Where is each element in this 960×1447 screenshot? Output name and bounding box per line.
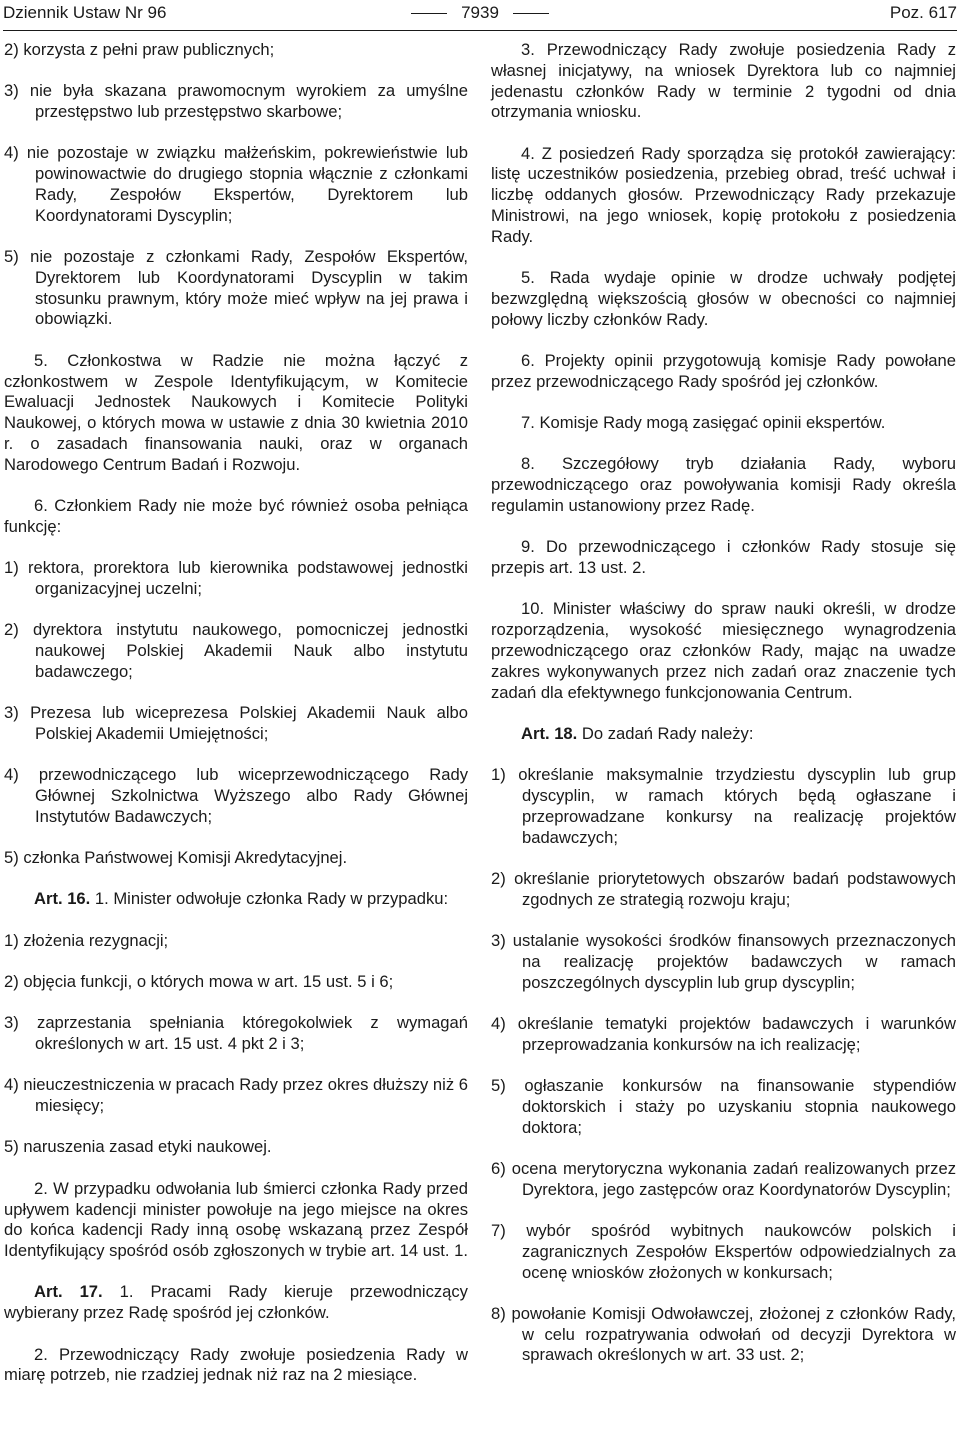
- position-number: Poz. 617: [889, 3, 957, 22]
- list-item: [4, 765, 468, 827]
- list-item: [4, 620, 468, 682]
- paragraph: [491, 144, 956, 248]
- list-item: [491, 931, 956, 993]
- list-item: [491, 869, 956, 911]
- list-item: [491, 765, 956, 848]
- list-item-text: 4) określanie tematyki projektów badawczych i warunków przeprowadzania konkursów na ich realizację;: [491, 1013, 956, 1054]
- list-item: [4, 40, 468, 61]
- list-item: [491, 1076, 956, 1138]
- page-header: [3, 0, 957, 31]
- list-item-text: 4) przewodniczącego lub wiceprzewodniczącego Rady Głównej Szkolnictwa Wyższego albo Rady Głównej Instytutów Badawczych;: [4, 765, 468, 826]
- paragraph: [491, 268, 956, 330]
- list-item: [4, 558, 468, 600]
- list-item-text: 4) nieuczestniczenia w pracach Rady przez okres dłuższy niż 6 miesięcy;: [4, 1075, 468, 1116]
- paragraph-text: 4. Z posiedzeń Rady sporządza się protokół zawierający: listę uczestników posiedzenia, przebieg obrad, treść uchwał i liczbę oddanych głosów. Przewodniczący Rady przekazuje Ministrowi, na jego wniosek, kopię protokołu z posiedzenia Rady.: [491, 143, 956, 246]
- paragraph: [4, 351, 468, 476]
- list-item-text: 2) korzysta z pełni praw publicznych;: [4, 40, 275, 59]
- list-item-text: 4) nie pozostaje w związku małżeńskim, pokrewieństwie lub powinowactwie do drugiego stopnia włącznie z członkami Rady, Zespołów Ekspertów, Dyrektorem lub Koordynatorami Dyscyplin;: [4, 143, 468, 225]
- list-item: [491, 1221, 956, 1283]
- article-text: 1. Pracami Rady kieruje przewodniczący wybierany przez Radę spośród jej członków.: [4, 1282, 468, 1323]
- list-item: [4, 1075, 468, 1117]
- journal-title: Dziennik Ustaw Nr 96: [3, 3, 167, 22]
- list-item-text: 5) nie pozostaje z członkami Rady, Zespołów Ekspertów, Dyrektorem lub Koordynatorami Dyscyplin w takim stosunku prawnym, który może mieć wpływ na jej prawa i obowiązki.: [4, 247, 468, 329]
- list-item-text: 2) objęcia funkcji, o których mowa w art. 15 ust. 5 i 6;: [4, 972, 394, 991]
- left-column: [4, 40, 468, 1407]
- list-item: [4, 931, 468, 952]
- list-item: [491, 1159, 956, 1201]
- paragraph-text: 2. W przypadku odwołania lub śmierci członka Rady przed upływem kadencji minister powołuje na jego miejsce na okres do końca kadencji Rady inną osobę wskazaną przez Zespół Identyfikujący spośród osób zgłoszonych w trybie art. 14 ust. 1.: [4, 1178, 468, 1261]
- list-item-text: 3) zaprzestania spełniania któregokolwiek z wymagań określonych w art. 15 ust. 4 pkt 2 i 3;: [4, 1013, 468, 1054]
- list-item-text: 5) naruszenia zasad etyki naukowej.: [4, 1137, 272, 1157]
- list-item-text: 5) ogłaszanie konkursów na finansowanie stypendiów doktorskich i staży po uzyskaniu stopnia naukowego doktora;: [491, 1075, 956, 1137]
- list-item: [4, 703, 468, 745]
- article-label: Art. 16.: [34, 889, 91, 909]
- list-item: [4, 143, 468, 226]
- list-item: [4, 1013, 468, 1055]
- paragraph: [491, 599, 956, 703]
- article-text: 1. Minister odwołuje członka Rady w przypadku:: [94, 889, 449, 909]
- paragraph: [491, 351, 956, 393]
- article-label: Art. 17.: [34, 1282, 103, 1302]
- paragraph-text: 10. Minister właściwy do spraw nauki określi, w drodze rozporządzenia, wysokość miesięcznego wynagrodzenia przewodniczącego oraz członków Rady, mając na uwadze zakres wykonywanych przez nich zadań oraz znaczenie tych zadań dla efektywnego funkcjonowania Centrum.: [491, 599, 956, 702]
- list-item-text: 2) określanie priorytetowych obszarów badań podstawowych zgodnych ze strategią rozwoju kraju;: [491, 868, 956, 909]
- paragraph: [491, 537, 956, 579]
- list-item-text: 3) nie była skazana prawomocnym wyrokiem za umyślne przestępstwo lub przestępstwo skarbowe;: [4, 81, 468, 122]
- paragraph-text: 3. Przewodniczący Rady zwołuje posiedzenia Rady z własnej inicjatywy, na wniosek Dyrektora lub co najmniej jedenastu członków Rady w terminie 2 tygodni od dnia otrzymania wniosku.: [491, 40, 956, 122]
- paragraph-text: 2. Przewodniczący Rady zwołuje posiedzenia Rady w miarę potrzeb, nie rzadziej jednak niż raz na 2 miesiące.: [4, 1344, 468, 1385]
- article-paragraph: [4, 889, 468, 910]
- list-item: [491, 1014, 956, 1056]
- paragraph-text: 6. Projekty opinii przygotowują komisje Rady powołane przez przewodniczącego Rady spośród jej członków.: [491, 351, 956, 391]
- paragraph: [491, 40, 956, 123]
- paragraph: [491, 454, 956, 516]
- list-item-text: 7) wybór spośród wybitnych naukowców polskich i zagranicznych Zespołów Ekspertów odpowiedzialnych za ocenę wniosków złożonych w konkursach;: [491, 1220, 956, 1282]
- list-item: [4, 1137, 468, 1158]
- paragraph-text: 5. Członkostwa w Radzie nie można łączyć z członkostwem w Zespole Identyfikującym, w Komitecie Ewaluacji Jednostek Naukowych i Komitecie Polityki Naukowej, o których mowa w ustawie z dnia 30 kwietnia 2010 r. o zasadach finansowania nauki, oraz w organach Narodowego Centrum Badań i Rozwoju.: [4, 350, 468, 474]
- paragraph-text: 5. Rada wydaje opinie w drodze uchwały podjętej bezwzględną większością głosów w obecności co najmniej połowy liczby członków Rady.: [491, 268, 956, 329]
- list-item-text: 1) określanie maksymalnie trzydziestu dyscyplin lub grup dyscyplin, w ramach których będą ogłaszane i przeprowadzane konkursy na realizację projektów badawczych;: [491, 765, 956, 847]
- list-item: [491, 1304, 956, 1366]
- list-item: [4, 81, 468, 123]
- list-item-text: 5) członka Państwowej Komisji Akredytacyjnej.: [4, 848, 348, 868]
- list-item-text: 3) ustalanie wysokości środków finansowych przeznaczonych na realizację projektów badawczych w ramach poszczególnych dyscyplin lub grup dyscyplin;: [491, 931, 956, 992]
- list-item-text: 8) powołanie Komisji Odwoławczej, złożonej z członków Rady, w celu rozpatrywania odwołań od decyzji Dyrektora w sprawach określonych w art. 33 ust. 2;: [491, 1303, 956, 1365]
- paragraph-text: 9. Do przewodniczącego i członków Rady stosuje się przepis art. 13 ust. 2.: [491, 537, 956, 578]
- paragraph-text: 7. Komisje Rady mogą zasięgać opinii ekspertów.: [521, 413, 886, 433]
- paragraph: [4, 1179, 468, 1262]
- paragraph: [491, 413, 956, 434]
- list-item-text: 3) Prezesa lub wiceprezesa Polskiej Akademii Nauk albo Polskiej Akademii Umiejętności;: [4, 703, 468, 743]
- paragraph-text: 8. Szczegółowy tryb działania Rady, wyboru przewodniczącego oraz powoływania komisji Rady określa regulamin ustanowiony przez Radę.: [491, 454, 956, 516]
- article-text: Do zadań Rady należy:: [581, 723, 754, 743]
- page-number: 7939: [461, 3, 499, 22]
- right-column: [491, 40, 956, 1387]
- list-item-text: 2) dyrektora instytutu naukowego, pomocniczej jednostki naukowej Polskiej Akademii Nauk albo instytutu badawczego;: [4, 620, 468, 681]
- article-label: Art. 18.: [521, 723, 578, 743]
- article-paragraph: [4, 1282, 468, 1324]
- list-item: [4, 247, 468, 330]
- article-paragraph: [491, 724, 956, 745]
- paragraph-text: 6. Członkiem Rady nie może być również osoba pełniąca funkcję:: [4, 496, 468, 536]
- list-item: [4, 848, 468, 869]
- page-number-block: [3, 0, 957, 26]
- list-item-text: 1) złożenia rezygnacji;: [4, 930, 169, 950]
- paragraph: [4, 1345, 468, 1387]
- dash-right: [513, 13, 549, 14]
- list-item-text: 6) ocena merytoryczna wykonania zadań realizowanych przez Dyrektora, jego zastępców oraz Koordynatorów Dyscyplin;: [491, 1158, 956, 1199]
- paragraph: [4, 496, 468, 538]
- dash-left: [411, 13, 447, 14]
- list-item-text: 1) rektora, prorektora lub kierownika podstawowej jednostki organizacyjnej uczelni;: [4, 558, 468, 598]
- list-item: [4, 972, 468, 993]
